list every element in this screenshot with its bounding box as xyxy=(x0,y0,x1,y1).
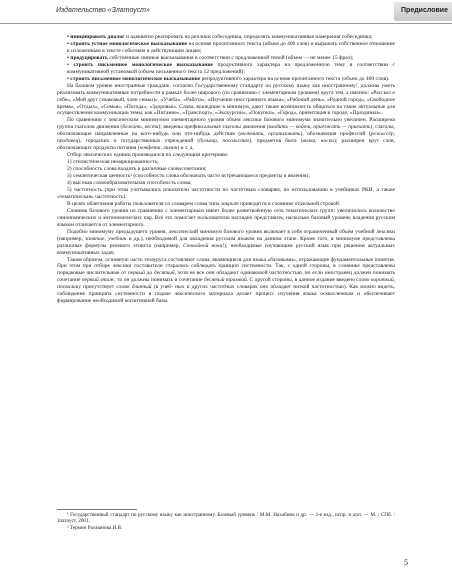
criterion-item: 1) стилистическая немаркированность; xyxy=(67,159,159,166)
footnote: ² Термин Рахманова И.В. xyxy=(67,524,123,531)
footnote-rule xyxy=(57,509,137,510)
skill-item: • строить письменное монологическое высказывание репродуктивного характера на основе прочитанного текста (объем до 400 слов). xyxy=(67,75,390,82)
paragraph: Отбор лексических единиц производился по следующим критериям: xyxy=(67,152,229,159)
skill-item: • инициировать диалог и адекватно реагировать на реплики собеседника, определять коммуникативные намерения собеседника; xyxy=(67,34,373,40)
paragraph: По сравнению с лексическим минимумом элементарного уровня объем лексики базового минимума значительно увеличен. Расширена группа глаголов движения (бежать, вести); введены префиксальные глаголы движения (входить — войти, приезжать — приехать), глаголы, обозначающие направленные на кого-нибудь или что-нибудь действия (включить, организовать), обозначения профессий (режиссёр, продавец), городских и государственных учреждений (бульвар, посольство), предметов быта (вилка, носки); расширен круг слов, обозначающих продукты питания (конфета, лимон) и т. д. xyxy=(57,117,396,152)
skill-item: • строить устное монологическое высказывание на основе прочитанного текста (объем до 400 слов) и выражать собственное отношение к изложенным в тексте событиям и действующим лицам; xyxy=(67,40,395,54)
section-title: Предисловие xyxy=(401,7,448,14)
footnotes xyxy=(57,512,395,531)
skill-item: • строить письменное монологическое высказывание продуктивного характера на предложенную тему в соответствии с коммуникативной установкой (объем письменного текста 12 предложений); xyxy=(67,61,395,75)
header-rule xyxy=(0,23,452,24)
paragraph: Подобно минимуму предыдущего уровня, лексический минимум базового уровня включает в себя ограниченный объём учебной лексики (например, занятие, учебник и др.), необходимой для овладения русским языком на данном этапе. Кроме того, в минимуме представлены различные формулы речевого этикета (например, Спокойной ночи!), необходимые изучающим русский язык при решении актуальных коммуникативных задач. xyxy=(57,228,396,256)
page-number: 5 xyxy=(404,558,408,567)
skill-item: • продуцировать собственные связные высказывания в соответствии с предложенной темой (объем — не менее 15 фраз); xyxy=(67,54,354,61)
paragraph: Словник базового уровня по сравнению с элементарным имеет более разветвлённую сеть тематических групп; увеличилось количество синонимических и антонимических пар. Всё это помогает пользователю наглядно представить, насколько базовый уровень владения русским языком отличается от элементарного. xyxy=(57,207,395,228)
paragraph: На базовом уровне иностранные граждане, согласно Государственному стандарту по русскому языку как иностранному¹, должны уметь реализовать коммуникативные потребности в рамках более широкого (по сравнению с элементарным уровнем) круга тем, а именно: «Рассказ о себе», «Мой друг (знакомый, член семьи)», «Учёба», «Работа», «Изучение иностранного языка», «Рабочий день», «Родной город», «Свободное время», «Отдых», «Семья», «Погода», «Здоровье». Слова, вошедшие в минимум, дают также возможность общаться на такие актуальные для осуществления коммуникации темы, как «Питание», «Транспорт», «Экскурсии», «Покупки», «Город», ориентация в городе, «Праздники». xyxy=(57,82,395,117)
page-header xyxy=(0,0,452,24)
criterion-item: 4) высокая словообразовательная способность слова; xyxy=(67,180,192,187)
criterion-item: 2) способность слова входить в различные словосочетания; xyxy=(67,166,207,173)
criterion-item: 5) частотность (при этом учитывались показатели частотности по частотным словарям, по использованию в учебниках РКИ, а также «тематическая» частотность). xyxy=(57,186,395,200)
paragraph: Таким образом, основную часть тезауруса составляют слова, являющиеся для языка «базовыми», отражающие фундаментальные понятия. При этом при отборе лексики составители старались соблюдать принцип системности. Так, с одной стороны, в словнике представлены порядковые числительные от первый до десятый, хотя не все они обладают одинаковой частотностью, но если иностранец должен понимать сочетание первый этаж, то он должны понимать и сочетание десятый трамвай. С другой стороны, в данное издание введено слово короткий, поскольку присутствует слово длинный (в учеб- ных и других частотных словарях оно обладает низкой частотностью). Как можно видеть, соблюдение принципа системности в подаче лексического материала делает процесс изучения языка осмысленным и обеспечивает формирование необходимой когнитивной базы. xyxy=(57,256,395,305)
paragraph: В целях облегчения работы пользователя со словарем слова типа закрыт приводятся в словнике отдельной строкой. xyxy=(67,200,341,207)
footnote: ¹ Государственный стандарт по русскому языку как иностранному. Базовый уровень / М.М. Нахабина и др. — 2-е изд., испр. и доп. — М. ; СПб. : Златоуст, 2001. xyxy=(57,512,395,525)
criterion-item: 3) семантическая ценность² (способность слова обозначать часто встречающиеся предметы и явления); xyxy=(67,173,310,180)
publisher-name: Издательство «Златоуст» xyxy=(56,7,150,14)
main-text xyxy=(57,34,395,305)
